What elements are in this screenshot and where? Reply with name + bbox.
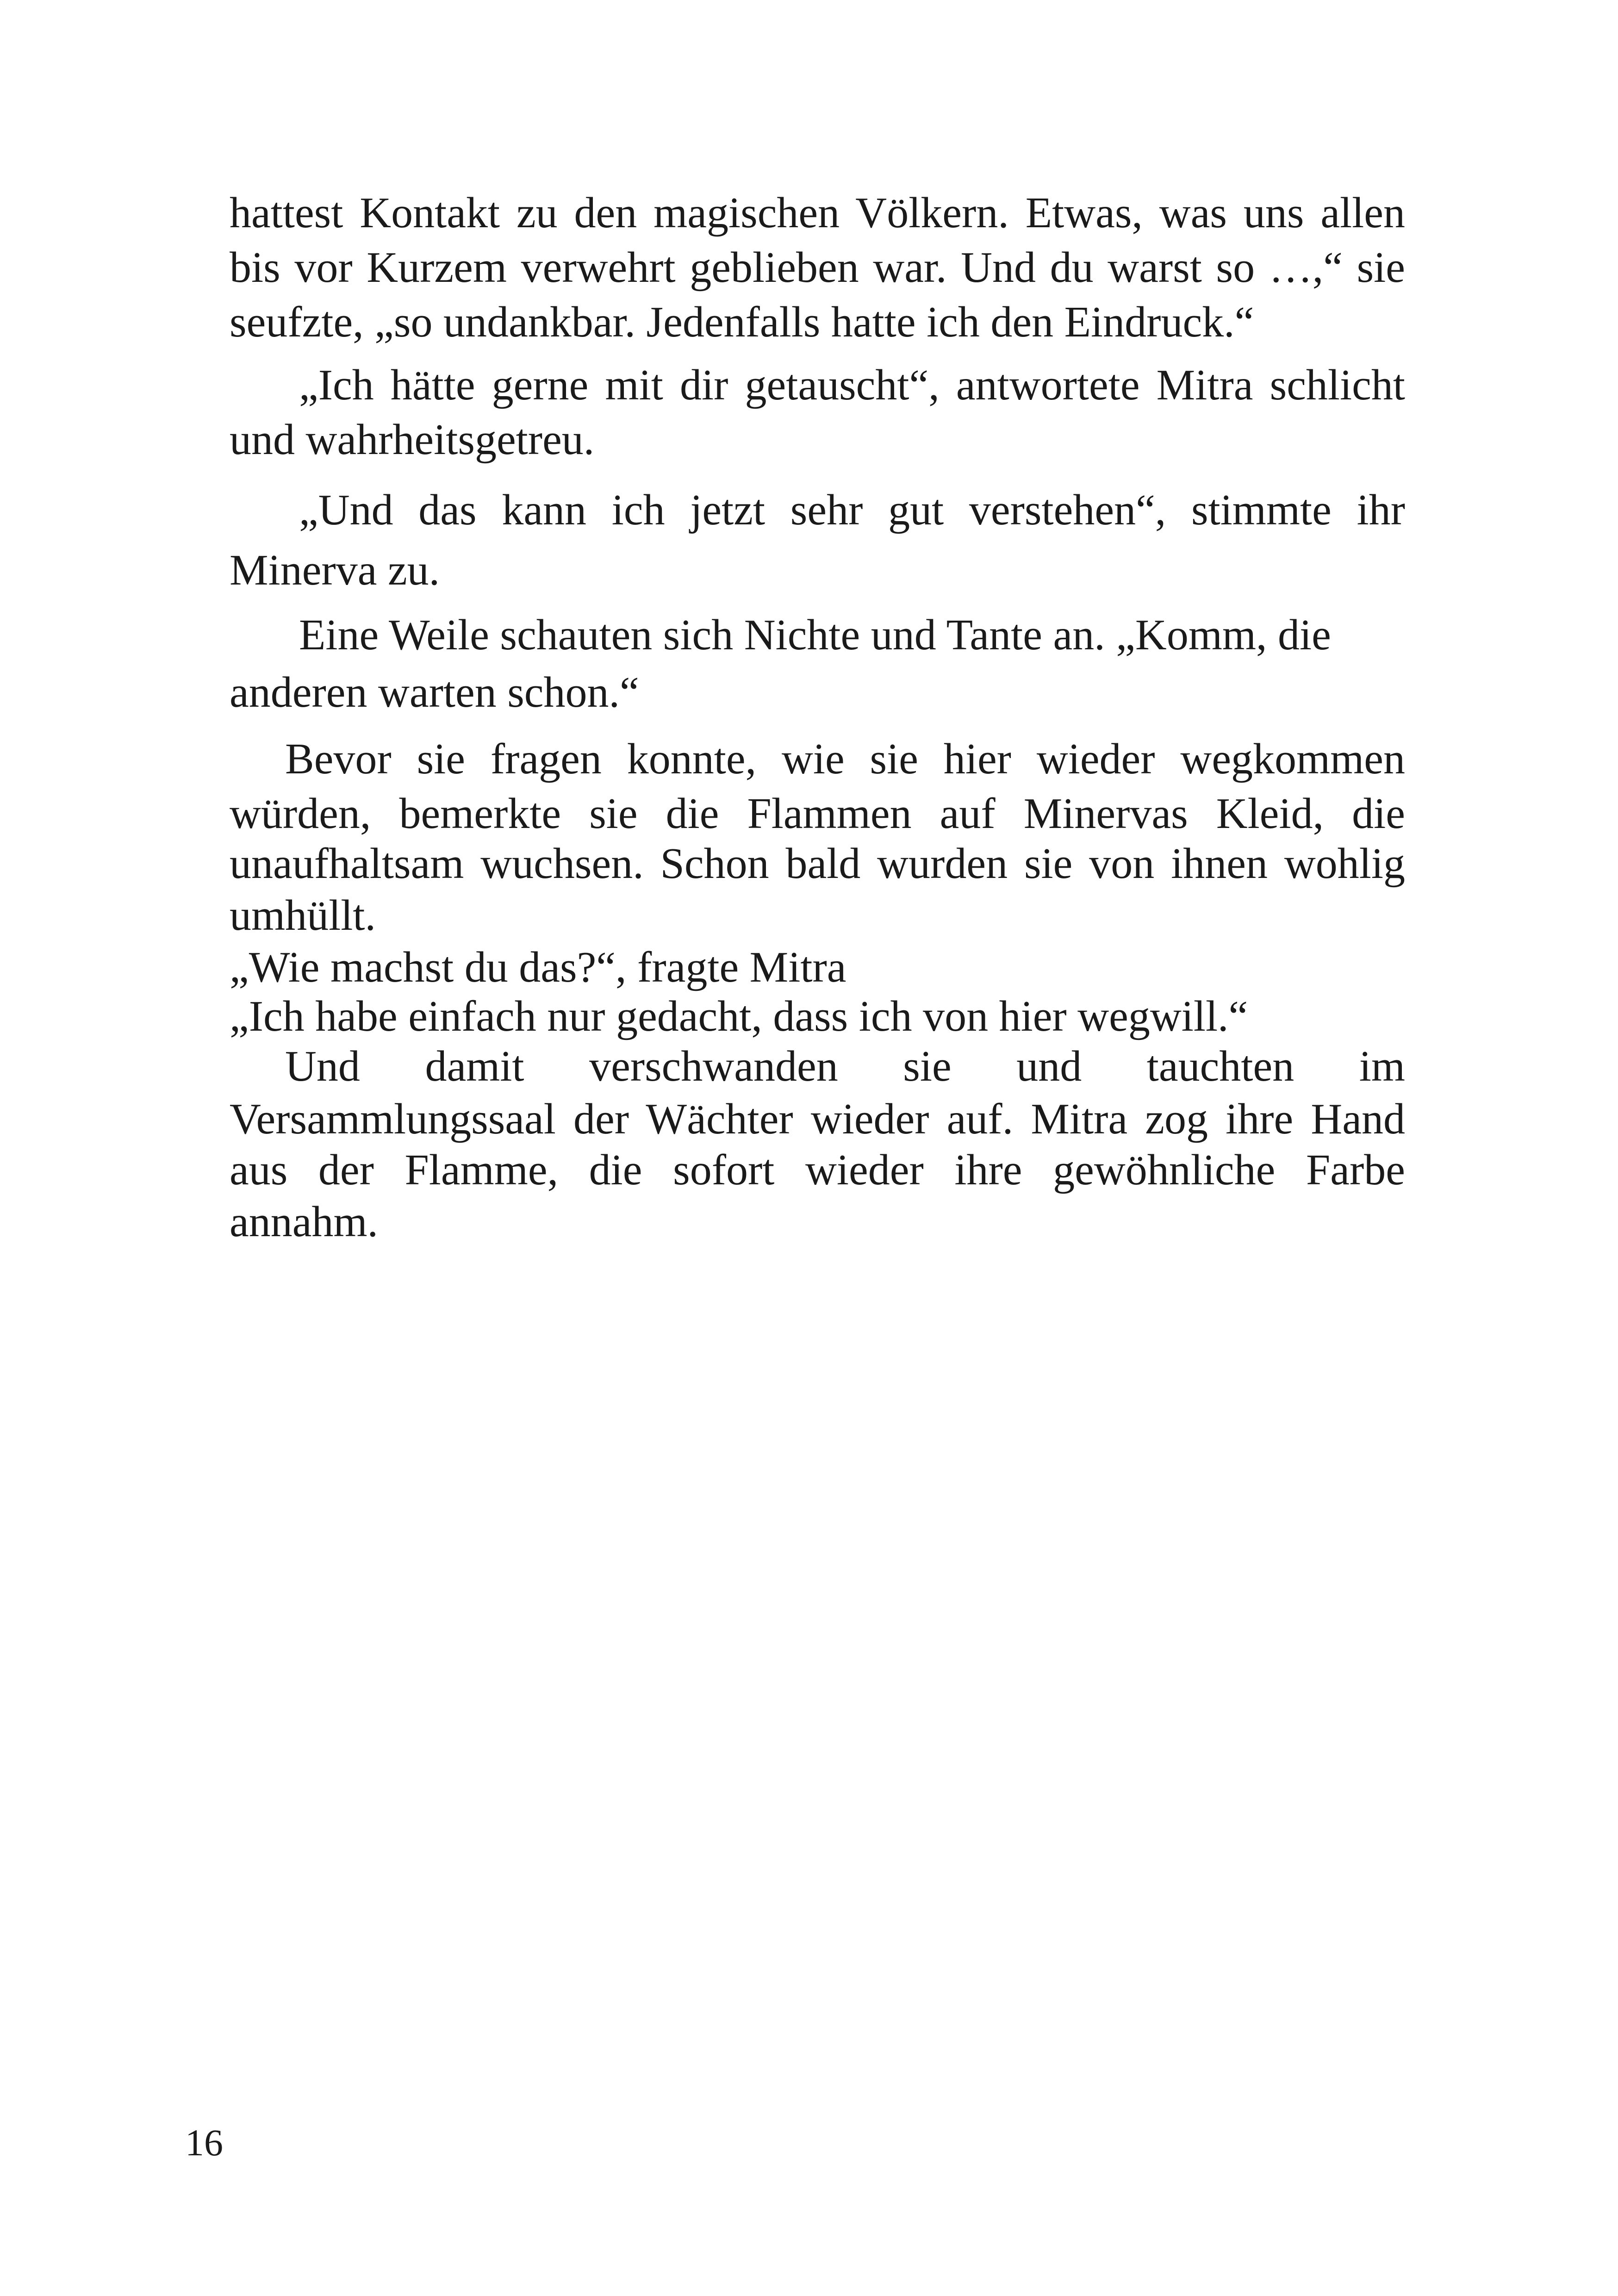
text-line: annahm.	[230, 1198, 379, 1246]
page-number: 16	[185, 2122, 223, 2164]
text-line: und wahrheitsgetreu.	[230, 416, 595, 464]
text-line: Und damit verschwanden sie und tauchten im	[285, 1042, 1405, 1090]
text-line: „Ich habe einfach nur gedacht, dass ich von hier wegwill.“	[230, 992, 1248, 1040]
text-line: „Und das kann ich jetzt sehr gut verstehen“, stimmte ihr	[299, 486, 1405, 534]
text-line: Minerva zu.	[230, 546, 440, 594]
text-line: Versammlungssaal der Wächter wieder auf. Mitra zog ihre Hand	[230, 1095, 1405, 1143]
text-line: Bevor sie fragen konnte, wie sie hier wieder wegkommen	[285, 735, 1405, 783]
text-line: „Ich hätte gerne mit dir getauscht“, antwortete Mitra schlicht	[299, 361, 1405, 409]
text-line: „Wie machst du das?“, fragte Mitra	[230, 943, 846, 991]
text-line: umhüllt.	[230, 891, 376, 940]
text-line: Eine Weile schauten sich Nichte und Tante an. „Komm, die	[299, 611, 1331, 659]
text-line: anderen warten schon.“	[230, 668, 639, 716]
text-line: hattest Kontakt zu den magischen Völkern. Etwas, was uns allen	[230, 189, 1405, 237]
text-line: bis vor Kurzem verwehrt geblieben war. Und du warst so …,“ sie	[230, 243, 1405, 292]
text-line: würden, bemerkte sie die Flammen auf Minervas Kleid, die	[230, 790, 1405, 838]
text-line: unaufhaltsam wuchsen. Schon bald wurden sie von ihnen wohlig	[230, 840, 1405, 888]
text-line: aus der Flamme, die sofort wieder ihre gewöhnliche Farbe	[230, 1146, 1405, 1194]
text-line: seufzte, „so undankbar. Jedenfalls hatte ich den Eindruck.“	[230, 298, 1254, 346]
